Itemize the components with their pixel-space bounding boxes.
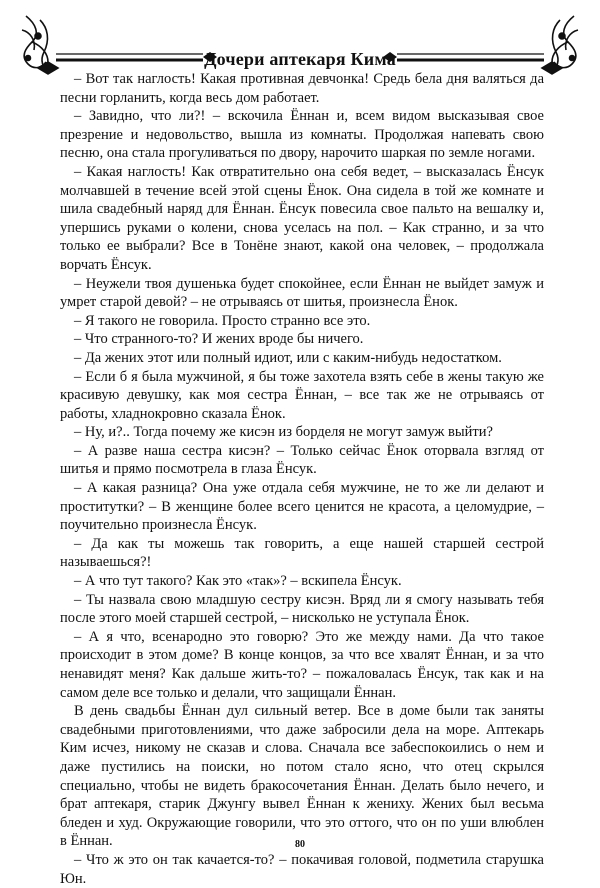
paragraph: – А какая разница? Она уже отдала себя мужчине, не то же ли делают и проститутки? – В женщине более всего ценится не красота, а целомудрие, – поучительно произнесла Ёнсук. bbox=[60, 480, 544, 534]
paragraph: – Завидно, что ли?! – вскочила Ённан и, всем видом высказывая свое презрение и недовольство, вышла из комнаты. Продолжая напевать свою песню, она стала прогуливаться по двору, нарочито шаркая по земле ногами. bbox=[60, 108, 544, 162]
paragraph: – А я что, всенародно это говорю? Это же между нами. Да что такое происходит в этом доме? В конце концов, за что все хвалят Ённан, и за что ненавидят меня? Как дальше жить-то? – пожаловалась Ёнсук, так как и на самом деле все только и делали, что защищали Ённан. bbox=[60, 628, 544, 701]
page-number: 80 bbox=[295, 839, 305, 850]
paragraph: – Я такого не говорила. Просто странно все это. bbox=[74, 312, 371, 329]
paragraph: – Если б я была мужчиной, я бы тоже захотела взять себе в жены такую же красивую девушку, как моя сестра Ённан, – все так же не отрываясь от работы, хладнокровно сказала Ёнок. bbox=[60, 368, 544, 422]
paragraph: – Какая наглость! Как отвратительно она себя ведет, – высказалась Ёнсук молчавшей в течение всей этой сцены Ёнок. Она сидела в той же комнате и шила свадебный наряд для Ённан. Ёнсук повесила свое пальто на вешалку и, упершись руками о колени, снова уселась на пол. – Как странно, и за что только ее выбрали? Все в Тонёне знают, какой она человек, – продолжала ворчать Ёнсук. bbox=[60, 163, 544, 273]
paragraph: – Ну, и?.. Тогда почему же кисэн из борделя не могут замуж выйти? bbox=[74, 424, 493, 441]
page-body bbox=[60, 70, 544, 888]
paragraph: – Что ж это он так качается-то? – покачивая головой, подметила старушка Юн. bbox=[60, 851, 544, 887]
paragraph: – Неужели твоя душенька будет спокойнее, если Ённан не выйдет замуж и умрет старой девой? – не отрываясь от шитья, произнесла Ёнок. bbox=[60, 275, 544, 311]
paragraph: – А разве наша сестра кисэн? – Только сейчас Ёнок оторвала взгляд от шитья и прямо посмотрела в глаза Ёнсук. bbox=[60, 442, 544, 478]
paragraph: – Что странного-то? И жених вроде бы ничего. bbox=[74, 331, 364, 348]
paragraph: – Ты назвала свою младшую сестру кисэн. Вряд ли я смогу называть тебя после этого моей старшей сестрой, – нисколько не уступала Ёнок. bbox=[60, 591, 544, 627]
running-header-title: Дочери аптекаря Кима bbox=[204, 49, 396, 69]
paragraph: – Вот так наглость! Какая противная девчонка! Средь бела дня валяться да песни горланить, когда весь дом работает. bbox=[60, 71, 544, 106]
paragraph: – Да как ты можешь так говорить, а еще нашей старшей сестрой называешься?! bbox=[60, 535, 544, 571]
paragraph: – Да жених этот или полный идиот, или с каким-нибудь недостатком. bbox=[74, 349, 502, 366]
paragraph: – А что тут такого? Как это «так»? – вскипела Ёнсук. bbox=[74, 573, 402, 590]
paragraph: В день свадьбы Ённан дул сильный ветер. Все в доме были так заняты свадебными приготовлениями, что даже забросили дела на море. Аптекарь Ким исчез, никому не сказав и слова. Сначала все забеспокоились о нем и даже пустились на поиски, но потом стало ясно, что отец скрылся специально, чтобы не видеть бракосочетания Ённан. Делать было нечего, и брат аптекаря, старик Джунгу вывел Ённан к жениху. Жених был весьма бледен и худ. Окружающие говорили, что это оттого, что он по уши влюблен в Ённан. bbox=[60, 703, 544, 850]
